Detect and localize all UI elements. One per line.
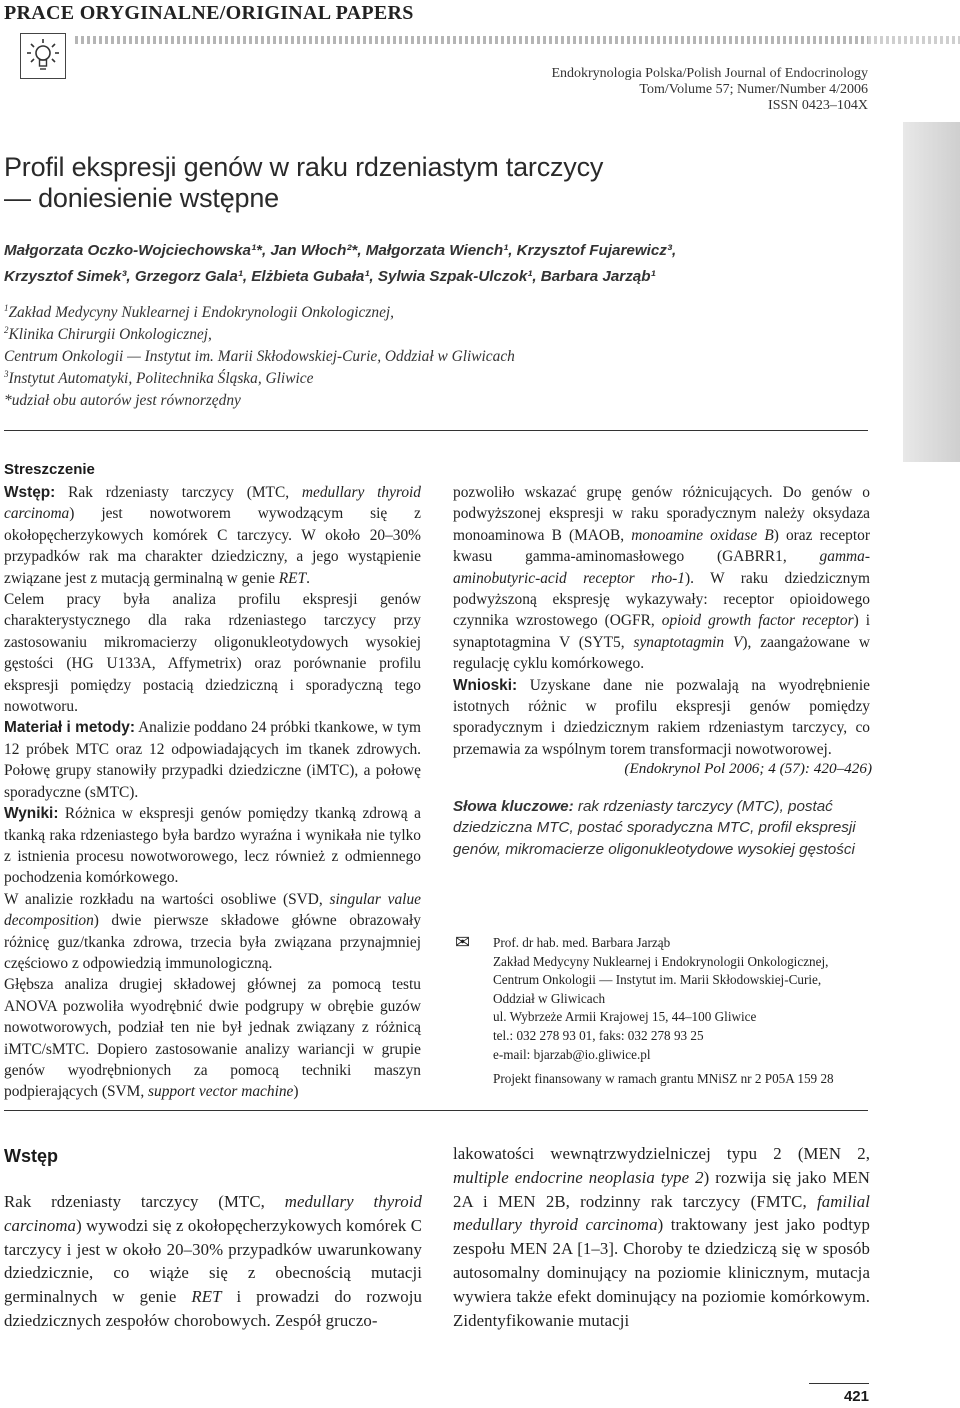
correspondence-block: Prof. dr hab. med. Barbara Jarząb Zakład Medycyny Nuklearnej i Endokrynologii Onkologicznej, Centrum Onkologii — Instytut im. Marii Skłodowskiej-Curie, Oddział w Gliwicach ul. Wybrzeże Armii Krajowej 15, 44–100 Gliwice tel.: 032 278 93 01, faks: 032 278 93 25 e-mail: bjarzab@io.gliwice.pl Projekt finansowany w ramach grantu MNiSZ nr 2 P05A 159 28 <box>493 935 834 1087</box>
page-number-rule <box>809 1383 869 1384</box>
abstract-left-column: Wstęp: Rak rdzeniasty tarczycy (MTC, medullary thyroid carcinoma) jest nowotworem wywodzącym się z okołopęcherzykowych komórek C tarczycy. W około 20–30% przypadków rak ma charakter dziedziczny, a jego wystąpienie związane jest z mutacją germinalną w genie RET. Celem pracy była analiza profilu ekspresji genów charakterystycznego dla raka rdzeniastego tarczycy przy zastosowaniu mikromacierzy oligonukleotydowych wysokiej gęstości (HG U133A, Affymetrix) oraz porównanie profilu ekspresji pomiędzy postacią dziedziczną i sporadyczną tego nowotworu. Materiał i metody: Analizie poddano 24 próbki tkankowe, w tym 12 próbek MTC oraz 12 odpowiadających im tkanek zdrowych. Połowę grupy stanowiły przypadki dziedziczne (iMTC), a połowę sporadyczne (sMTC). Wyniki: Różnica w ekspresji genów pomiędzy tkanką zdrową a tkanką raka rdzeniastego była bardzo wyraźna i wynikała nie tylko z istnienia procesu nowotworowego, lecz również z odmiennego pochodzenia komórkowego. W analizie rozkładu na wartości osobliwe (SVD, singular value decomposition) dwie pierwsze składowe główne obrazowały różnicę guz/tkanka zdrowa, trzecia była związana przynajmniej częściowo z odpowiedzią immunologiczną. Głębsza analiza drugiej składowej głównej za pomocą testu ANOVA pozwoliła wyodrębnić dwie podgrupy w obrębie guzów nowotworowych, podział ten nie był jednak związany z różnicą iMTC/sMTC. Dopiero zastosowanie analizy wariancji w grupie genów wyodrębnionych za pomocą techniki maszyn podpierających (SVM, support vector machine) <box>4 484 422 1101</box>
journal-name: Endokrynologia Polska/Polish Journal of Endocrinology <box>551 66 868 81</box>
header-stripe-right <box>868 36 960 44</box>
header-stripe <box>75 36 868 44</box>
lightbulb-icon <box>20 33 66 79</box>
abstract-right-column: pozwoliło wskazać grupę genów różnicujących. Do genów o podwyższonej ekspresji w raku sporadycznym należy oksydaza monoaminowa B (MAOB, monoamine oxidase B) oraz receptor kwasu gamma-aminomasłowego (GABRR1, gamma-aminobutyric-acid receptor rho-1). W raku dziedzicznym podwyższoną ekspresję wykazywały: receptor opioidowego czynnika wzrostowego (OGFR, opioid growth factor receptor) i synaptotagmina V (SYT5, synaptotagmin V), zaangażowane w regulację cyklu komórkowego. Wnioski: Uzyskane dane nie pozwalają na wyodrębnienie istotnych różnic w profilu ekspresji genów pomiędzy sporadycznym i dziedzicznym rakiem rdzeniastym tarczycy, co przemawia za wspólnym torem transformacji nowotworowej. <box>453 484 870 758</box>
keywords: Słowa kluczowe: rak rdzeniasty tarczycy (MTC), postać dziedziczna MTC, postać sporadyczna MTC, profil ekspresji genów, mikromacierze oligonukleotydowe wysokiej gęstości <box>453 798 856 858</box>
intro-right-column: lakowatości wewnątrzwydzielniczej typu 2 (MEN 2, multiple endocrine neoplasia type 2) rozwija się jako MEN 2A i MEN 2B, rodzinny rak tarczycy (FMTC, familial medullary thyroid carcinoma) traktowany jest jako podtyp zespołu MEN 2A [1–3]. Choroby te dziedziczą się w sposób autosomalny dominujący na poziomie klinicznym, mutacja wywiera także efekt dominujący na poziomie komórkowym. Zidentyfikowanie mutacji <box>453 1144 870 1330</box>
page-number: 421 <box>843 1388 869 1405</box>
intro-left-column: Rak rdzeniasty tarczycy (MTC, medullary thyroid carcinoma) wywodzi się z okołopęcherzykowych komórek C tarczycy i jest w około 20–30% przypadków uwarunkowany dziedzicznie, co wiąże się z obecnością mutacji germinalnych w genie RET i prowadzi do rozwoju dziedzicznych zespołów chorobowych. Zespół gruczo- <box>4 1192 422 1330</box>
intro-heading: Wstęp <box>4 1146 58 1166</box>
abstract-heading: Streszczenie <box>4 461 95 478</box>
side-gray-bar <box>903 122 960 462</box>
envelope-icon: ✉ <box>455 932 471 952</box>
journal-info <box>551 66 868 114</box>
divider <box>4 1110 868 1111</box>
divider <box>4 430 868 431</box>
journal-issn: ISSN 0423–104X <box>768 98 868 113</box>
section-header: PRACE ORYGINALNE/ORIGINAL PAPERS <box>4 2 414 24</box>
author-list: Małgorzata Oczko-Wojciechowska¹*, Jan Włoch²*, Małgorzata Wiench¹, Krzysztof Fujarewicz³, Krzysztof Simek³, Grzegorz Gala¹, Elżbieta Gubała¹, Sylwia Szpak-Ulczok¹, Barbara Jarząb¹ <box>4 242 677 285</box>
affiliations: $^1$Zakład Medycyny Nuklearnej i Endokrynologii Onkologicznej, $^2$Klinika Chirurgii Onkologicznej, Centrum Onkologii — Instytut im. Marii Skłodowskiej-Curie, Oddział w Gliwicach $^3$Instytut Automatyki, Politechnika Śląska, Gliwice *udział obu autorów jest równorzędny <box>4 302 515 409</box>
citation: (Endokrynol Pol 2006; 4 (57): 420–426) <box>624 760 872 777</box>
journal-volume: Tom/Volume 57; Numer/Number 4/2006 <box>639 82 868 97</box>
article-title: Profil ekspresji genów w raku rdzeniastym tarczycy — doniesienie wstępne <box>4 152 604 213</box>
